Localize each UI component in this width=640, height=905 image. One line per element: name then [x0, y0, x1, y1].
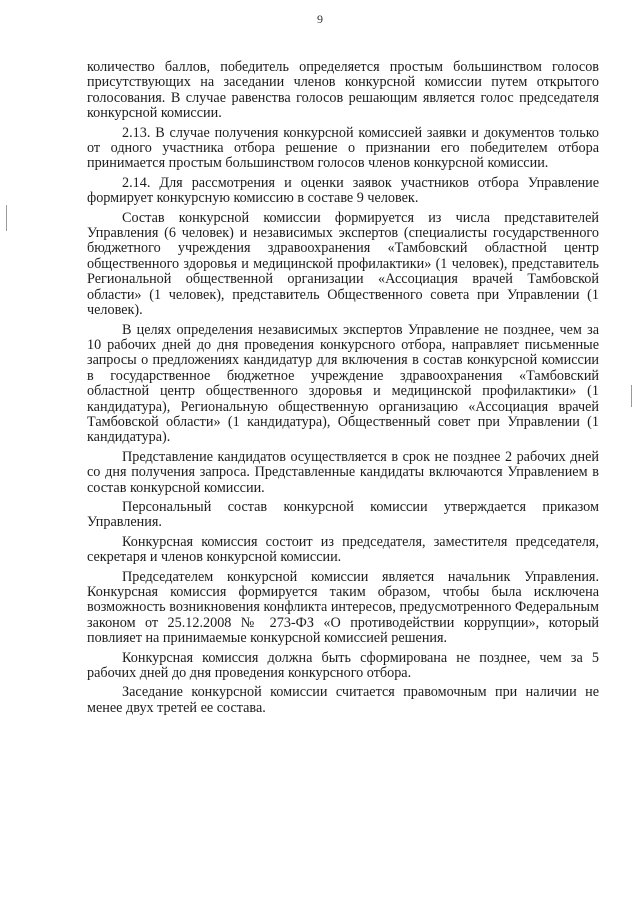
paragraph-formation-deadline: Конкурсная комиссия должна быть сформирована не позднее, чем за 5 рабочих дней до дня проведения конкурсного отбора. [87, 649, 599, 682]
scan-mark-right [631, 385, 632, 407]
paragraph-commission-members: Конкурсная комиссия состоит из председателя, заместителя председателя, секретаря и членов конкурсной комиссии. [87, 533, 599, 566]
paragraph-personal-composition: Персональный состав конкурсной комиссии утверждается приказом Управления. [87, 498, 599, 531]
paragraph-2-14: 2.14. Для рассмотрения и оценки заявок участников отбора Управление формирует конкурсную комиссию в составе 9 человек. [87, 174, 599, 207]
scan-mark-left [6, 205, 7, 231]
paragraph-2-13: 2.13. В случае получения конкурсной комиссией заявки и документов только от одного участника отбора решение о признании его победителем отбора принимается простым большинством голосов членов конкурсной комиссии. [87, 124, 599, 172]
paragraph-commission-composition: Состав конкурсной комиссии формируется из числа представителей Управления (6 человек) и независимых экспертов (специалисты государственного бюджетного учреждения здравоохранения «Тамбовский областной центр общественного здоровья и медицинской профилактики» (1 человек), представитель Региональной общественной организации «Ассоциация врачей Тамбовской области» (1 человек), представитель Общественного совета при Управлении (1 человек). [87, 209, 599, 319]
document-body [87, 60, 599, 720]
paragraph-expert-requests: В целях определения независимых экспертов Управление не позднее, чем за 10 рабочих дней до дня проведения конкурсного отбора, направляет письменные запросы о предложениях кандидатур для включения в состав конкурсной комиссии в государственное бюджетное учреждение здравоохранения «Тамбовский областной центр общественного здоровья и медицинской профилактики» (1 кандидатура), Региональную общественную организацию «Ассоциация врачей Тамбовской области» (1 кандидатура), Общественный совет при Управлении (1 кандидатура). [87, 321, 599, 446]
paragraph-continuation: количество баллов, победитель определяется простым большинством голосов присутствующих на заседании членов конкурсной комиссии путем открытого голосования. В случае равенства голосов решающим является голос председателя конкурсной комиссии. [87, 59, 599, 122]
paragraph-quorum: Заседание конкурсной комиссии считается правомочным при наличии не менее двух третей ее состава. [87, 684, 599, 716]
paragraph-chairman: Председателем конкурсной комиссии является начальник Управления. Конкурсная комиссия формируется таким образом, чтобы была исключена возможность возникновения конфликта интересов, предусмотренного Федеральным законом от 25.12.2008 № 273-ФЗ «О противодействии коррупции», который повлияет на принимаемые конкурсной комиссией решения. [87, 568, 599, 647]
page-number: 9 [317, 12, 323, 26]
paragraph-candidate-submission: Представление кандидатов осуществляется в срок не позднее 2 рабочих дней со дня получения запроса. Представленные кандидаты включаются Управлением в состав конкурсной комиссии. [87, 448, 599, 496]
